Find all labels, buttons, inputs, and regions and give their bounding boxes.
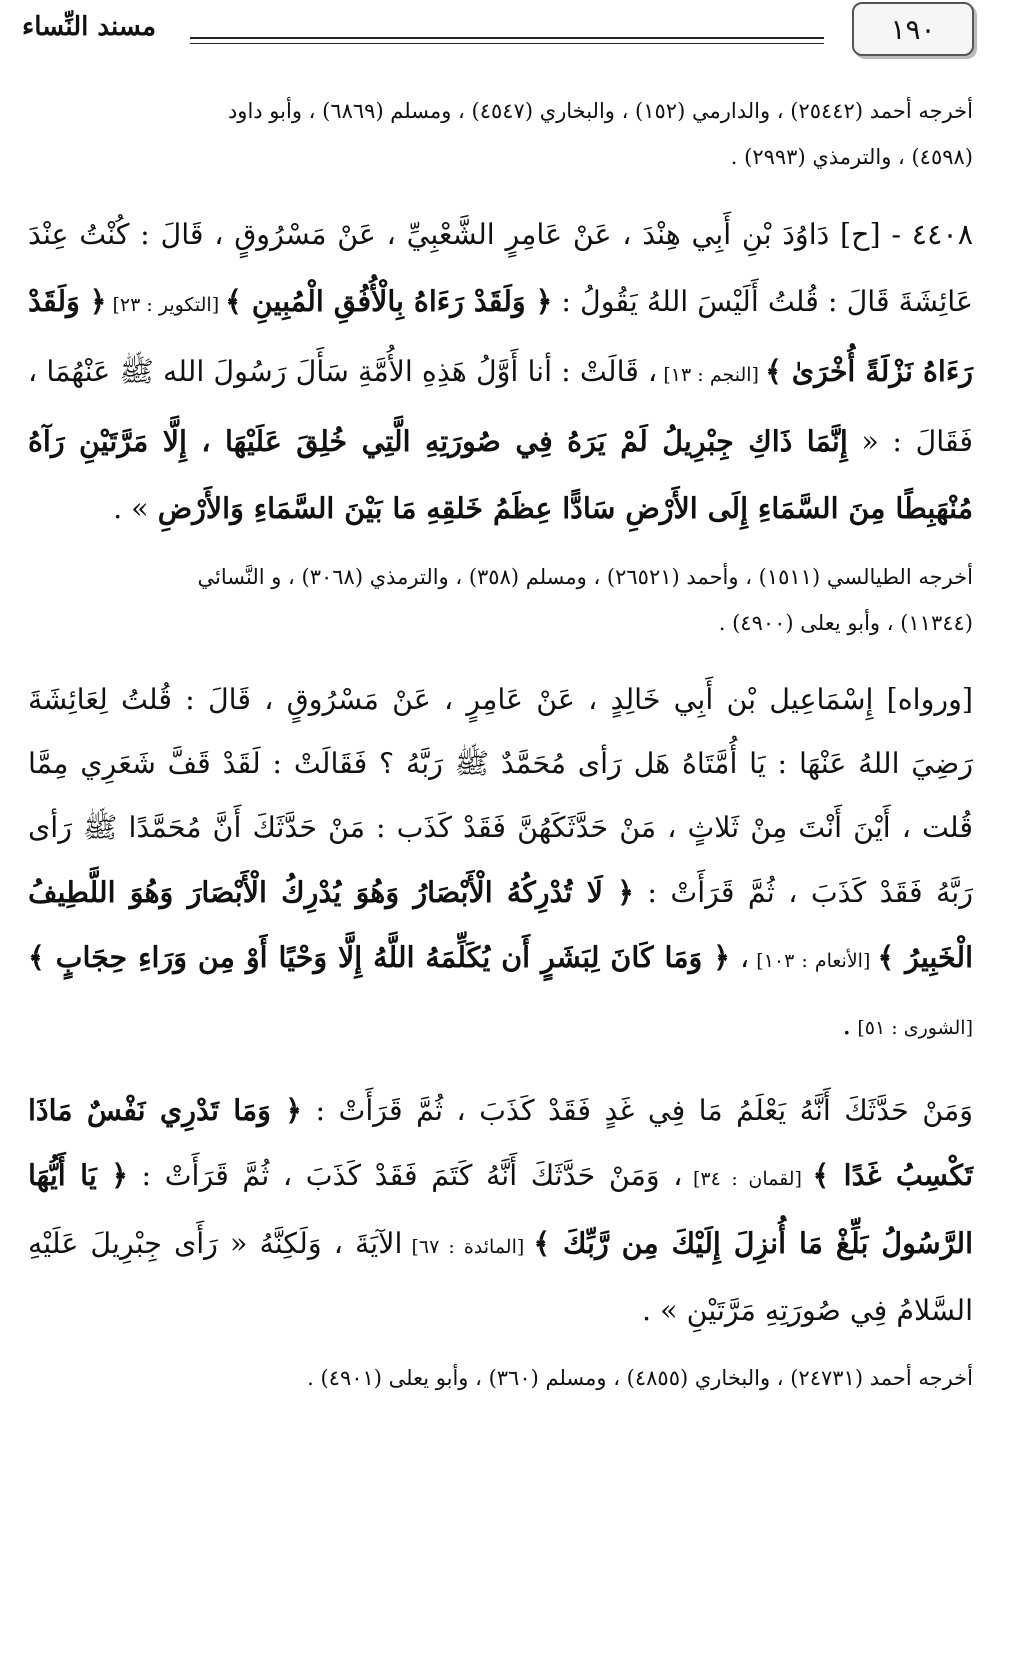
book-title: مسند النِّساء <box>22 12 156 42</box>
quran-verse-6: ﴿ يَا أَيُّهَا الرَّسُولُ بَلِّغْ مَا أُنزِلَ إِلَيْكَ مِن رَّبِّكَ ﴾ <box>28 1158 973 1260</box>
footnote-1 <box>28 88 973 180</box>
hadith-4408-closing: » . <box>113 492 158 525</box>
page-content <box>28 88 973 1401</box>
verse-ref-1: [التكوير : ٢٣] <box>106 294 226 316</box>
continuation-opening: وَمَنْ حَدَّثَكَ أَنَّهُ يَعْلَمُ مَا فِي غَدٍ فَقَدْ كَذَبَ ، ثُمَّ قَرَأَتْ : <box>301 1094 973 1127</box>
riwayah-paragraph <box>28 668 973 1060</box>
footnote-2-line-2: (١١٣٤٤) ، وأبو يعلى (٤٩٠٠) . <box>718 611 973 635</box>
riwayah-opening: [ورواه] إِسْمَاعِيل بْن أَبِي خَالِدٍ ، عَنْ عَامِرٍ ، عَنْ مَسْرُوقٍ ، قَالَ : قُلتُ لِعَائِشَةَ رَضِيَ اللهُ عَنْهَا : يَا أُمَّتَاهُ هَل رَأى مُحَمَّدٌ ﷺ رَبَّهُ ؟ فَقَالَتْ : لَقَدْ قَفَّ شَعَرِي مِمَّا قُلت ، أَيْنَ أَنْتَ مِنْ ثَلاثٍ ، مَنْ حَدَّثَكَهُنَّ فَقَدْ كَذَب : مَنْ حَدَّثَكَ أَنَّ مُحَمَّدًا ﷺ رَأى رَبَّهُ فَقَدْ كَذَبَ ، ثُمَّ قَرَأَتْ : <box>28 683 973 909</box>
footnote-3-line-1: أخرجه أحمد (٢٤٧٣١) ، والبخاري (٤٨٥٥) ، ومسلم (٣٦٠) ، وأبو يعلى (٤٩٠١) . <box>307 1366 973 1390</box>
hadith-4408-middle: ، قَالَتْ : أنا أَوَّلُ هَذِهِ الأُمَّةِ سَأَلَ رَسُولَ الله ﷺ عَنْهُمَا ، فَقَالَ : « <box>28 355 973 458</box>
page-header <box>0 0 1010 60</box>
footnote-1-line-1: أخرجه أحمد (٢٥٤٤٢) ، والدارمي (١٥٢) ، والبخاري (٤٥٤٧) ، ومسلم (٦٨٦٩) ، وأبو داود <box>227 99 973 123</box>
footnote-1-line-2: (٤٥٩٨) ، والترمذي (٢٩٩٣) . <box>730 145 973 169</box>
quran-verse-5: ﴿ وَمَا تَدْرِي نَفْسٌ مَاذَا تَكْسِبُ غَدًا ﴾ <box>28 1093 974 1192</box>
footnote-2-line-1: أخرجه الطيالسي (١٥١١) ، وأحمد (٢٦٥٢١) ، ومسلم (٣٥٨) ، والترمذي (٣٠٦٨) ، و النَّسائي <box>197 565 973 589</box>
prophet-quote: إِنَّمَا ذَاكِ جِبْرِيلُ لَمْ يَرَهُ فِي صُورَتِهِ الَّتِي خُلِقَ عَلَيْهَا ، إِلَّا مَرَّتَيْنِ رَآهُ مُنْهَبِطًا مِنَ السَّمَاءِ إِلَى الأَرْضِ سَادًّا عِظَمُ خَلقِهِ مَا بَيْنَ السَّمَاءِ وَالأَرْضِ <box>28 424 973 525</box>
continuation-paragraph <box>28 1078 973 1343</box>
continuation-middle: ، وَمَنْ حَدَّثَكَ أَنَّهُ كَتَمَ فَقَدْ كَذَبَ ، ثُمَّ قَرَأَتْ : <box>127 1159 683 1192</box>
continuation-closing: الآيَةَ ، وَلَكِنَّهُ « رَأَى جِبْرِيلَ عَلَيْهِ السَّلامُ فِي صُورَتِهِ مَرَّتَيْنِ » . <box>28 1227 973 1327</box>
page-number: ١٩٠ <box>852 2 974 56</box>
header-rule <box>190 37 824 44</box>
quran-verse-2: ﴿ وَلَقَدْ رَءَاهُ نَزْلَةً أُخْرَىٰ ﴾ <box>28 284 973 388</box>
verse-ref-5: [لقمان : ٣٤] <box>682 1168 813 1190</box>
quran-verse-1: ﴿ وَلَقَدْ رَءَاهُ بِالْأُفُقِ الْمُبِينِ ﴾ <box>225 284 553 318</box>
riwayah-end: . <box>842 1008 852 1041</box>
quran-verse-4: ﴿ وَمَا كَانَ لِبَشَرٍ أَن يُكَلِّمَهُ اللَّهُ إِلَّا وَحْيًا أَوْ مِن وَرَاءِ حِجَابٍ ﴾ <box>28 940 730 974</box>
quran-verse-3: ﴿ لَا تُدْرِكُهُ الْأَبْصَارُ وَهُوَ يُدْرِكُ الْأَبْصَارَ وَهُوَ اللَّطِيفُ الْخَبِيرُ ﴾ <box>28 875 974 974</box>
verse-ref-4: [الشورى : ٥١] <box>851 1017 973 1039</box>
footnote-2 <box>28 554 973 646</box>
hadith-4408 <box>28 202 973 542</box>
verse-ref-2: [النجم : ١٣] <box>657 364 766 386</box>
footnote-3 <box>28 1355 973 1401</box>
verse-ref-6: [المائدة : ٦٧] <box>402 1236 534 1258</box>
verse-ref-3: [الأنعام : ١٠٣] <box>749 950 878 972</box>
hadith-4408-opening: ٤٤٠٨ - [ح] دَاوُدَ بْنِ أَبِي هِنْدَ ، عَنْ عَامِرٍ الشَّعْبِيِّ ، عَنْ مَسْرُوقٍ ، قَالَ : كُنْتُ عِنْدَ عَائِشَةَ قَالَ : قُلتُ أَلَيْسَ اللهُ يَقُولُ : <box>28 218 973 318</box>
riwayah-separator: ، <box>729 941 750 974</box>
